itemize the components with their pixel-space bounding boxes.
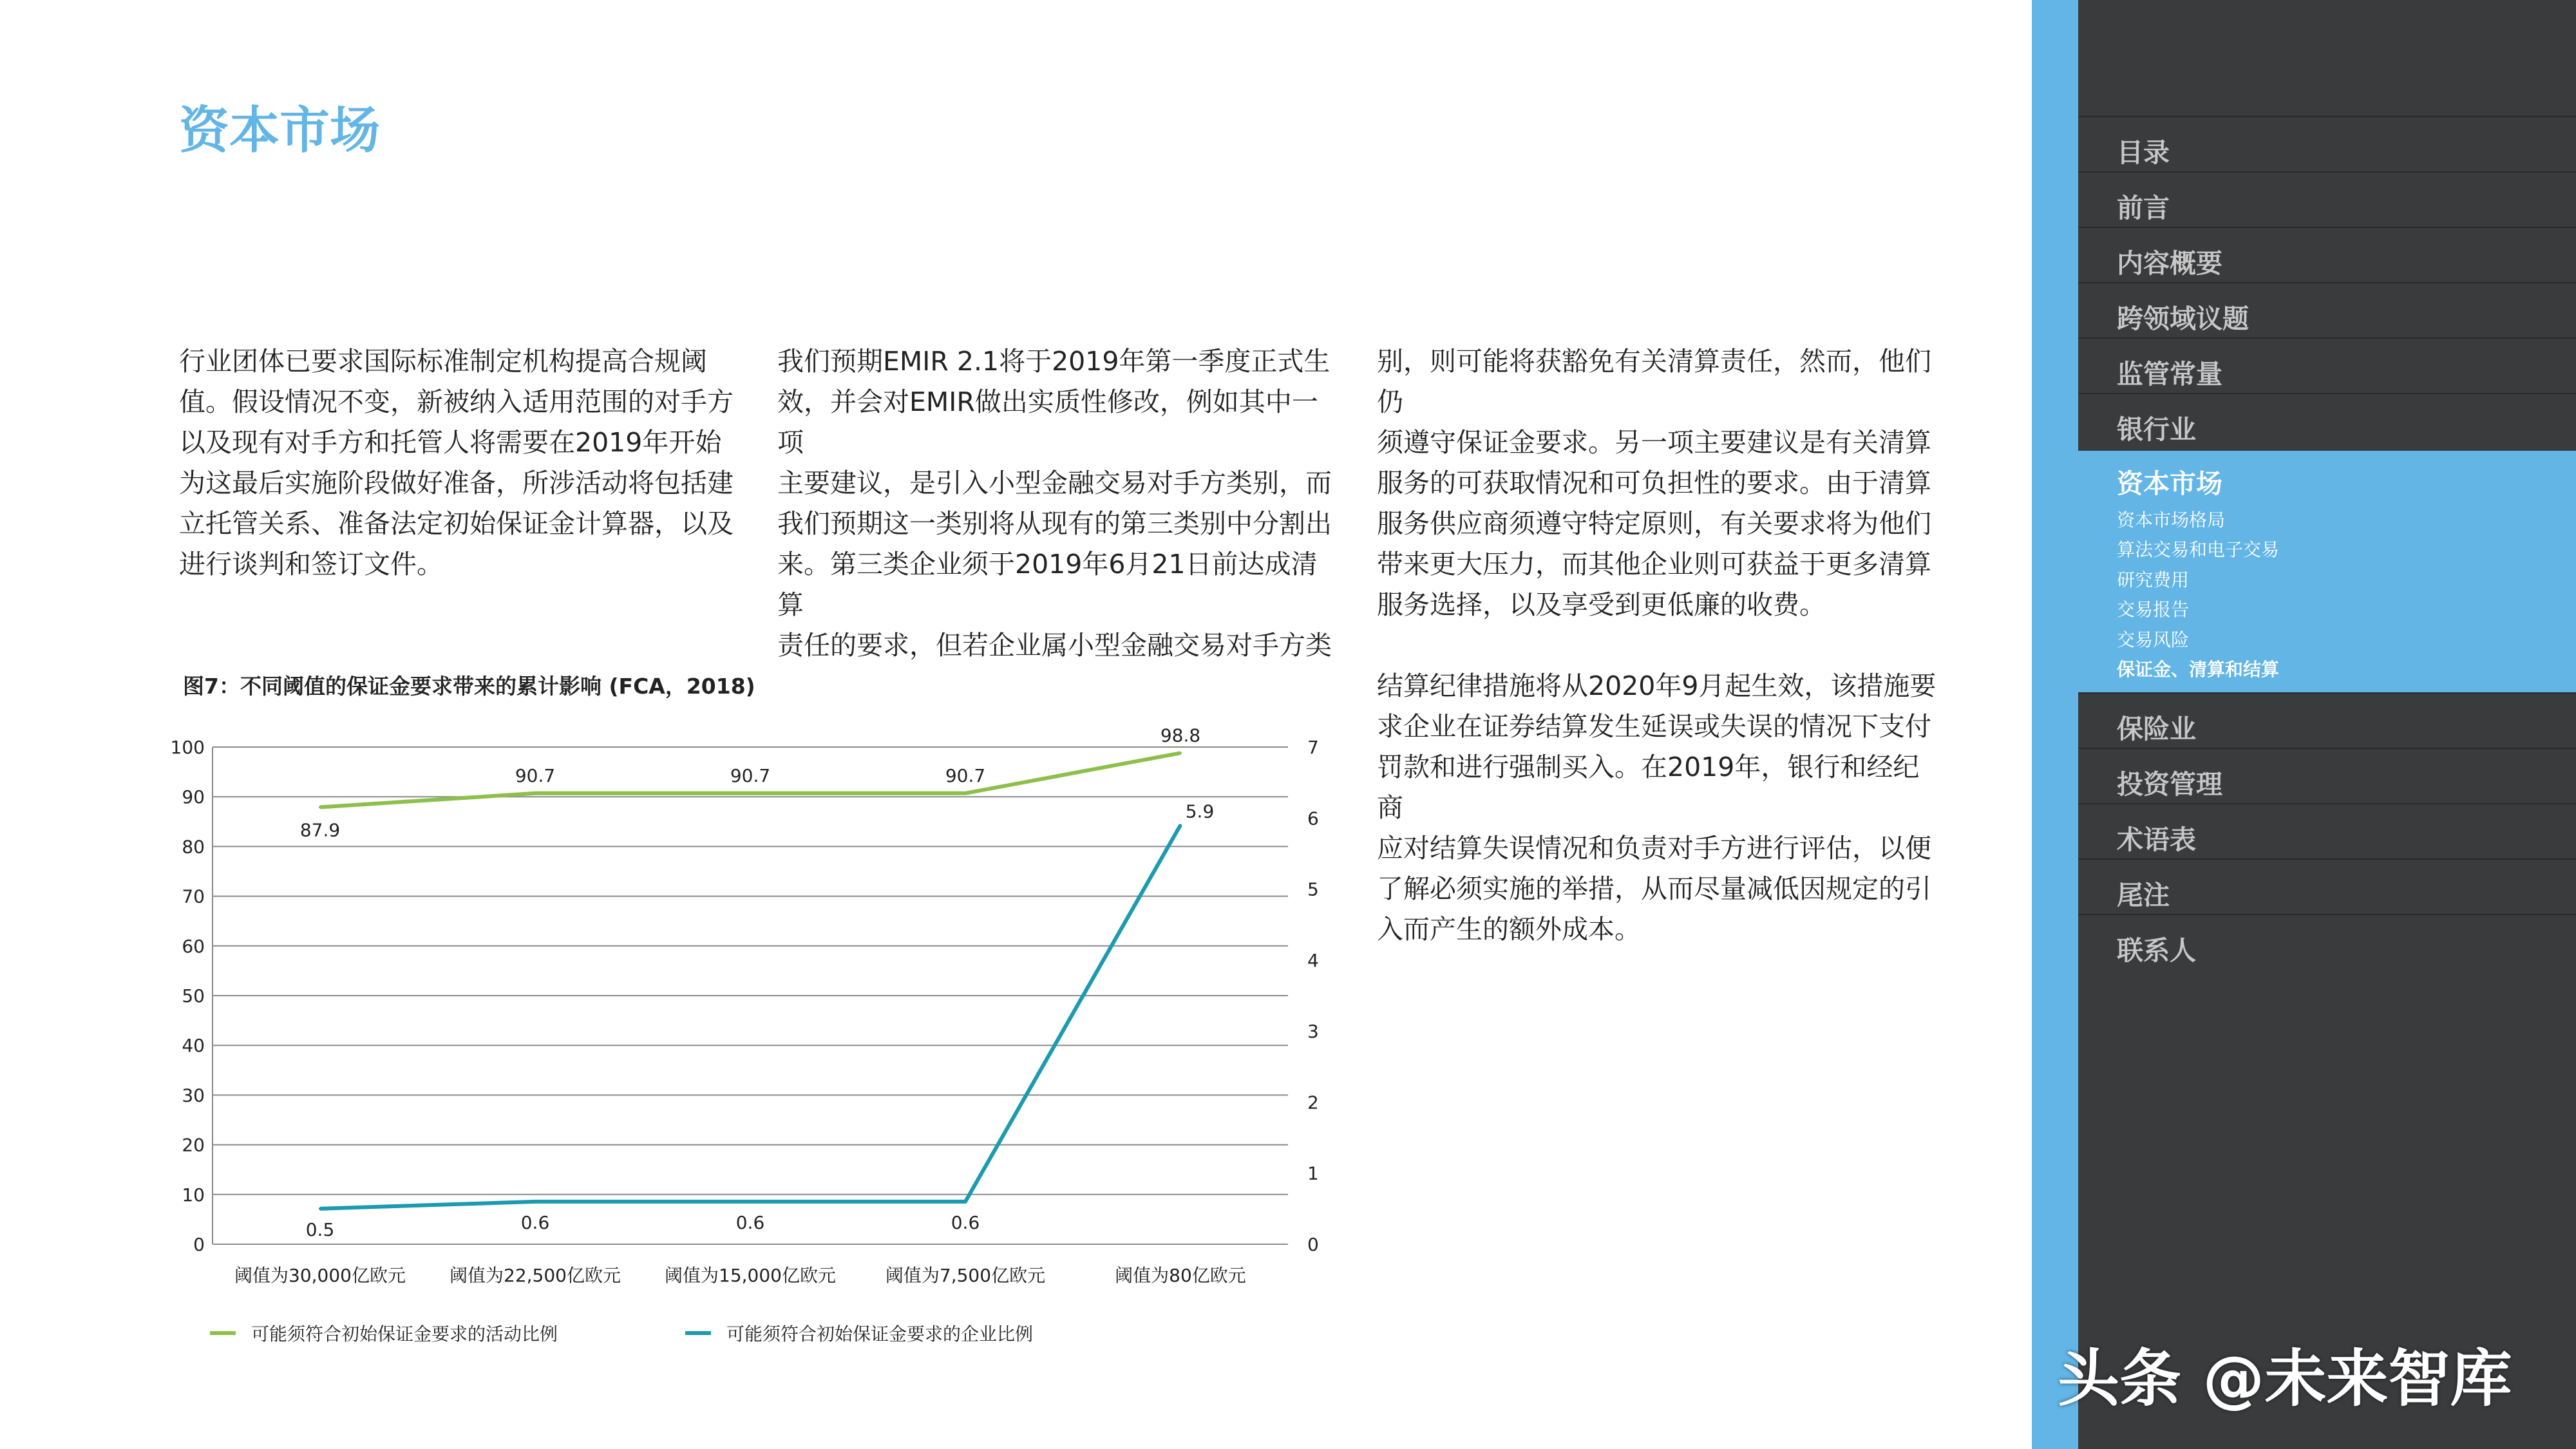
sidebar-item-foreword[interactable]	[2078, 171, 2576, 224]
body-text-column-3: 别，则可能将获豁免有关清算责任，然而，他们仍 须遵守保证金要求。另一项主要建议是有关清算 服务的可获取情况和可负担性的要求。由于清算 服务供应商须遵守特定原则，有关要求将为他们 带来更大压力，而其他企业则可获益于更多清算 服务选择，以及享受到更低廉的收费。 结算纪律措施将从2020年9月起生效，该措施要 求企业在证券结算发生延误或失误的情况下支付 罚款和进行强制买入。在2019年，银行和经纪商 应对结算失误情况和负责对手方进行评估，以便 了解必须实施的举措，从而尽量减低因规定的引 入而产生的额外成本。	[1377, 346, 1937, 945]
sidebar-subitem[interactable]: 交易风险	[2117, 629, 2190, 650]
data-point-0	[534, 792, 536, 795]
x-tick-label: 阈值为15,000亿欧元	[665, 1265, 836, 1286]
sidebar-item-label: 资本市场	[2117, 468, 2222, 499]
sidebar-item-glossary[interactable]	[2078, 803, 2576, 856]
y-left-tick-label: 90	[182, 786, 205, 808]
x-tick-label: 阈值为30,000亿欧元	[234, 1265, 406, 1286]
data-point-0	[964, 792, 967, 795]
sidebar-item-label: 跨领域议题	[2117, 303, 2249, 334]
sidebar-item-contacts[interactable]	[2078, 914, 2576, 967]
sidebar-item-label: 银行业	[2117, 414, 2196, 445]
y-left-tick-label: 100	[170, 737, 205, 758]
sidebar-item-label: 术语表	[2117, 824, 2196, 855]
data-point-0	[319, 806, 321, 808]
legend-label-firms: 可能须符合初始保证金要求的企业比例	[726, 1323, 1034, 1345]
data-point-1	[319, 1208, 321, 1210]
data-label-0: 98.8	[1160, 724, 1201, 746]
data-label-1: 0.5	[305, 1218, 335, 1240]
y-left-tick-label: 20	[182, 1134, 205, 1156]
sidebar-item-label: 内容概要	[2117, 248, 2222, 279]
page-title: 资本市场	[179, 102, 381, 160]
data-label-0: 87.9	[299, 819, 341, 841]
y-left-tick-label: 50	[182, 985, 205, 1007]
sidebar-subitem[interactable]: 交易报告	[2117, 599, 2190, 620]
sidebar-item-investment-management[interactable]	[2078, 748, 2576, 800]
sidebar-item-summary[interactable]	[2078, 227, 2576, 279]
y-right-tick-label: 2	[1307, 1092, 1319, 1113]
sidebar-subitem[interactable]: 算法交易和电子交易	[2117, 539, 2280, 560]
body-text-column-1: 行业团体已要求国际标准制定机构提高合规阈 值。假设情况不变，新被纳入适用范围的对手方 以及现有对手方和托管人将需要在2019年开始 为这最后实施阶段做好准备，所涉活动将包括建 立托管关系、准备法定初始保证金计算器，以及 进行谈判和签订文件。	[179, 346, 734, 580]
legend-item-firms	[685, 1320, 1033, 1346]
sidebar-item-label: 保险业	[2117, 714, 2196, 744]
watermark: 头条 @未来智库	[2058, 1343, 2512, 1415]
data-point-1	[1179, 824, 1182, 826]
y-right-tick-label: 0	[1307, 1234, 1319, 1255]
y-right-tick-label: 6	[1307, 808, 1319, 829]
y-right-tick-label: 4	[1307, 949, 1319, 971]
sidebar-subitem[interactable]: 研究费用	[2117, 569, 2190, 591]
legend-label-activity: 可能须符合初始保证金要求的活动比例	[251, 1323, 558, 1345]
sidebar-item-label: 投资管理	[2117, 769, 2222, 800]
data-label-1: 0.6	[520, 1211, 550, 1233]
sidebar-item-insurance[interactable]	[2078, 692, 2576, 745]
y-left-tick-label: 60	[182, 935, 205, 957]
sidebar-item-capital-markets[interactable]	[2078, 451, 2576, 692]
x-tick-label: 阈值为7,500亿欧元	[885, 1265, 1046, 1286]
sidebar-item-label: 目录	[2117, 137, 2170, 168]
data-point-1	[964, 1200, 967, 1203]
x-tick-label: 阈值为80亿欧元	[1115, 1265, 1246, 1286]
data-point-0	[1179, 752, 1182, 754]
data-label-0: 90.7	[730, 764, 771, 786]
x-tick-label: 阈值为22,500亿欧元	[450, 1265, 621, 1286]
sidebar-item-contents[interactable]	[2078, 116, 2576, 169]
legend-item-activity	[210, 1320, 558, 1346]
sidebar-item-endnotes[interactable]	[2078, 858, 2576, 911]
sidebar-item-label: 前言	[2117, 193, 2170, 223]
data-label-0: 90.7	[515, 764, 556, 786]
legend-swatch-firms	[685, 1331, 711, 1335]
y-right-tick-label: 1	[1307, 1162, 1319, 1184]
sidebar-item-label: 尾注	[2117, 880, 2170, 911]
sidebar-item-label: 监管常量	[2117, 359, 2222, 390]
sidebar-subitem-active[interactable]: 保证金、清算和结算	[2117, 659, 2280, 680]
data-point-1	[749, 1200, 752, 1203]
series-line-1	[320, 825, 1180, 1209]
data-label-1: 0.6	[735, 1211, 765, 1233]
sidebar-item-cross-sector[interactable]	[2078, 282, 2576, 335]
sidebar-item-regulatory-constants[interactable]	[2078, 337, 2576, 390]
data-point-0	[749, 792, 752, 795]
data-label-1: 0.6	[951, 1211, 980, 1233]
y-right-tick-label: 5	[1307, 878, 1319, 900]
sidebar-subitem[interactable]: 资本市场格局	[2117, 509, 2226, 531]
y-left-tick-label: 70	[182, 886, 205, 907]
accent-bar	[2032, 0, 2078, 1449]
legend-swatch-activity	[210, 1331, 236, 1335]
data-label-0: 90.7	[945, 764, 986, 786]
body-text-column-2: 我们预期EMIR 2.1将于2019年第一季度正式生 效，并会对EMIR做出实质性修改，例如其中一项 主要建议，是引入小型金融交易对手方类别，而 我们预期这一类别将从现有的第三类别中分割出 来。第三类企业须于2019年6月21日前达成清算 责任的要求，但若企业属小型金融交易对手方类	[777, 346, 1332, 661]
line-chart	[167, 721, 1327, 1301]
sidebar-item-banking[interactable]	[2078, 393, 2576, 446]
y-left-tick-label: 30	[182, 1084, 205, 1106]
y-left-tick-label: 0	[193, 1234, 205, 1255]
data-label-1: 5.9	[1185, 800, 1215, 822]
chart-title: 图7：不同阈值的保证金要求带来的累计影响 (FCA，2018)	[183, 674, 755, 699]
y-left-tick-label: 10	[182, 1184, 205, 1206]
y-left-tick-label: 40	[182, 1035, 205, 1057]
y-left-tick-label: 80	[182, 836, 205, 858]
data-point-1	[534, 1200, 536, 1203]
sidebar-item-label: 联系人	[2117, 935, 2196, 966]
y-right-tick-label: 7	[1307, 737, 1319, 758]
y-right-tick-label: 3	[1307, 1021, 1319, 1043]
